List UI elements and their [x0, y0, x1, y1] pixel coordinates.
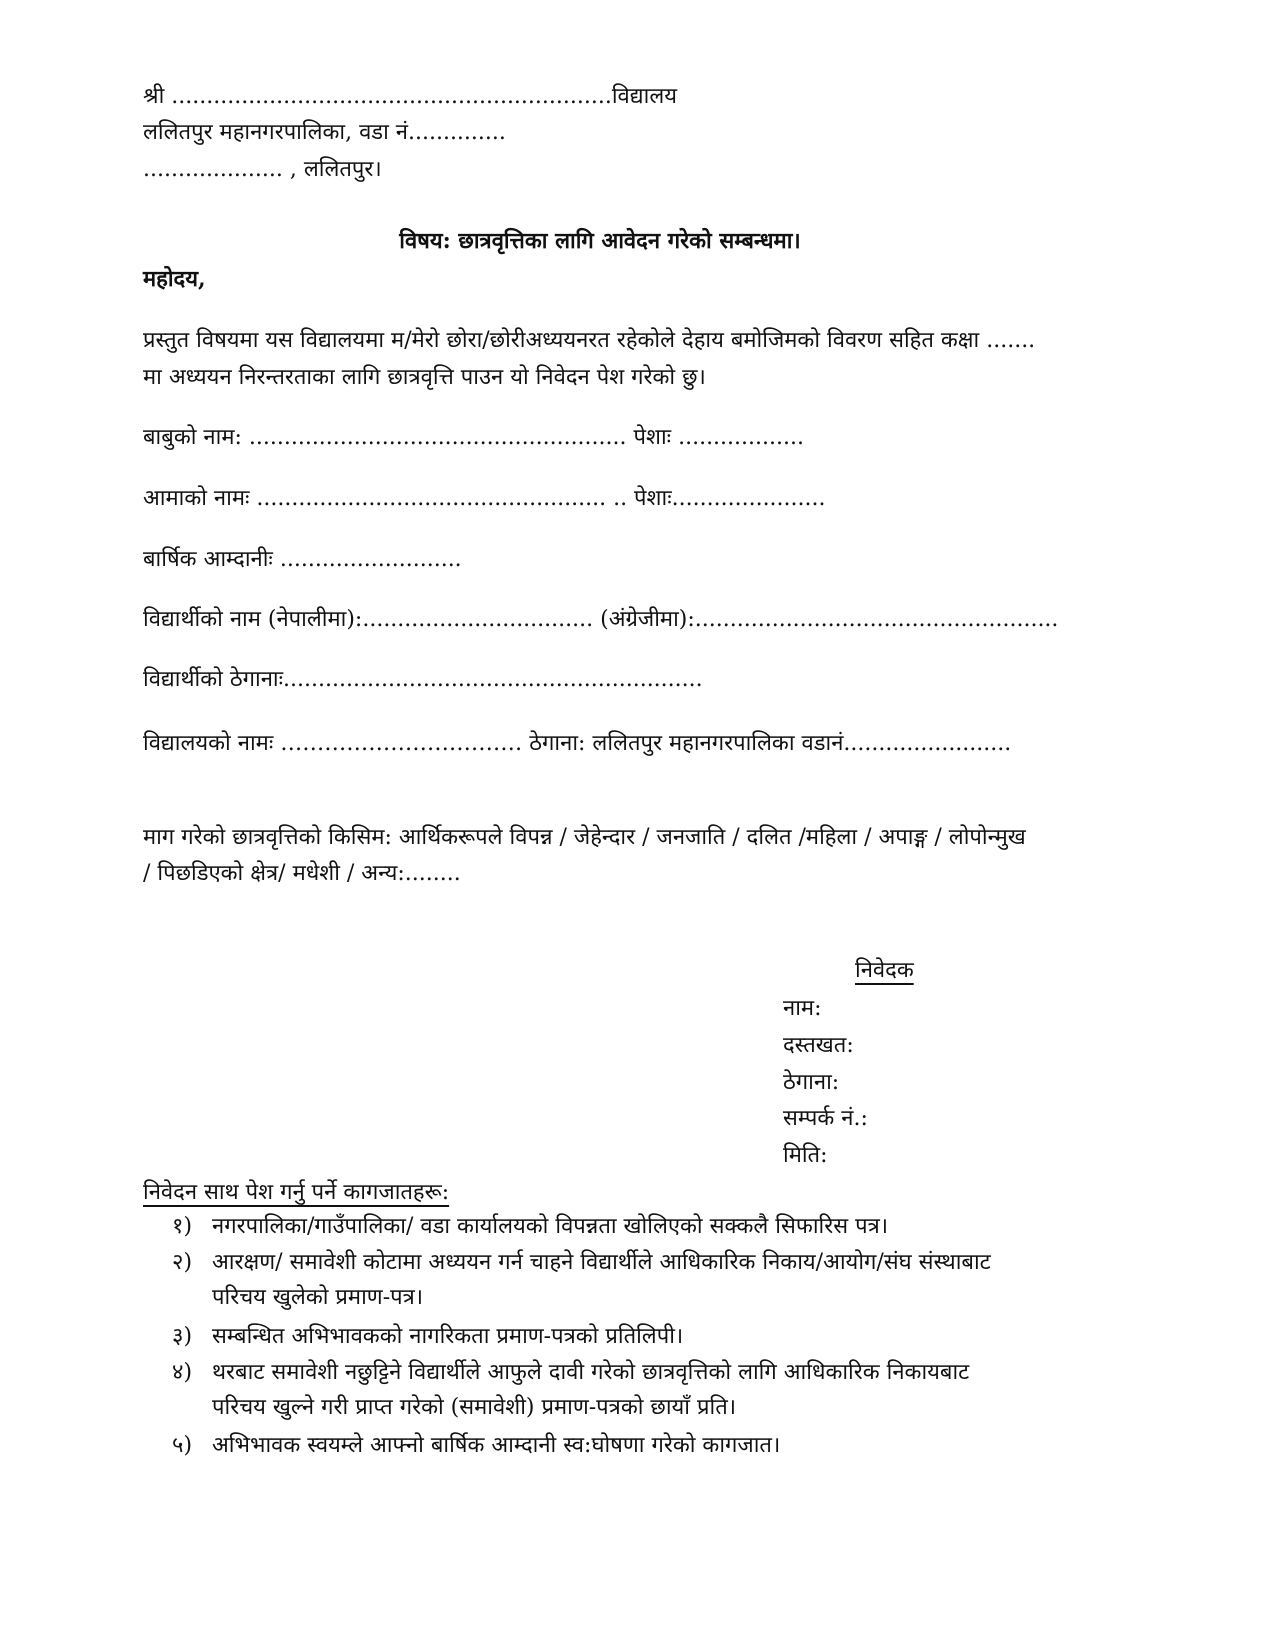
list-item-text: आरक्षण/ समावेशी कोटामा अध्ययन गर्न चाहने विद्यार्थीले आधिकारिक निकाय/आयोग/संघ संस्थाबाट	[212, 1250, 991, 1275]
applicant-contact-label: सम्पर्क नं.:	[783, 1106, 868, 1131]
document-item	[172, 1433, 780, 1459]
applicant-address-label: ठेगाना:	[783, 1070, 840, 1095]
scholarship-type-line-1: माग गरेको छात्रवृत्तिको किसिम: आर्थिकरूपले विपन्न / जेहेन्दार / जनजाति / दलित /महिला / अपाङ्ग / लोपोन्मुख	[143, 825, 1026, 850]
mother-name-field: आमाको नामः .................................................. .. पेशाः......................	[143, 486, 826, 511]
list-item-text: परिचय खुल्ने गरी प्राप्त गरेको (समावेशी) प्रमाण-पत्रको छायाँ प्रति।	[212, 1395, 737, 1420]
document-item	[172, 1324, 683, 1350]
father-name-field: बाबुको नाम: ...................................................... पेशाः ..................	[143, 425, 804, 450]
list-item-text: अभिभावक स्वयम्ले आफ्नो बार्षिक आम्दानी स्व:घोषणा गरेको कागजात।	[212, 1433, 781, 1458]
applicant-name-label: नाम:	[783, 996, 822, 1021]
list-number: १)	[172, 1214, 193, 1239]
subject-line: विषय: छात्रवृत्तिका लागि आवेदन गरेको सम्बन्धमा।	[399, 228, 801, 254]
list-number: २)	[172, 1250, 193, 1275]
document-item-continuation	[172, 1395, 736, 1421]
applicant-signature-label: दस्तखत:	[783, 1033, 854, 1058]
salutation: महोदय,	[143, 266, 206, 292]
applicant-heading: निवेदक	[855, 958, 914, 983]
list-item-text: नगरपालिका/गाउँपालिका/ वडा कार्यालयको विपन्नता खोलिएको सक्कलै सिफारिस पत्र।	[212, 1214, 889, 1239]
list-item-text: थरबाट समावेशी नछुट्टिने विद्यार्थीले आफुले दावी गरेको छात्रवृत्तिको लागि आधिकारिक निकायबाट	[212, 1360, 970, 1385]
body-line-1: प्रस्तुत विषयमा यस विद्यालयमा म/मेरो छोरा/छोरीअध्ययनरत रहेकोले देहाय बमोजिमको विवरण सहित कक्षा .......	[143, 328, 1036, 353]
list-number: ४)	[172, 1360, 193, 1385]
address-line-city: .................... , ललितपुर।	[143, 157, 382, 182]
list-item-text: सम्बन्धित अभिभावकको नागरिकता प्रमाण-पत्रको प्रतिलिपी।	[212, 1324, 684, 1349]
school-field: विद्यालयको नामः …………………………… ठेगाना: ललितपुर महानगरपालिका वडानं........................	[143, 731, 1012, 756]
student-name-field: विद्यार्थीको नाम (नेपालीमा):................................. (अंग्रेजीमा):....................................................	[143, 607, 1059, 632]
document-item	[172, 1214, 888, 1240]
documents-heading: निवेदन साथ पेश गर्नु पर्ने कागजातहरू:	[143, 1180, 450, 1205]
document-item-continuation	[172, 1285, 423, 1311]
list-item-text: परिचय खुलेको प्रमाण-पत्र।	[212, 1285, 424, 1310]
applicant-date-label: मिति:	[783, 1143, 828, 1168]
document-item	[172, 1250, 991, 1276]
document-item	[172, 1360, 969, 1386]
student-address-field: विद्यार्थीको ठेगानाः............................................................	[143, 667, 703, 692]
list-number: ५)	[172, 1433, 193, 1458]
address-line-municipality: ललितपुर महानगरपालिका, वडा नं..............	[143, 120, 506, 145]
scholarship-type-line-2: / पिछडिएको क्षेत्र/ मधेशी / अन्य:........	[143, 861, 461, 886]
list-number: ३)	[172, 1324, 193, 1349]
body-line-2: मा अध्ययन निरन्तरताका लागि छात्रवृत्ति पाउन यो निवेदन पेश गरेको छु।	[143, 365, 706, 390]
address-line-school: श्री ...............................................................विद्यालय	[143, 84, 678, 109]
annual-income-field: बार्षिक आम्दानीः ..........................	[143, 547, 462, 572]
